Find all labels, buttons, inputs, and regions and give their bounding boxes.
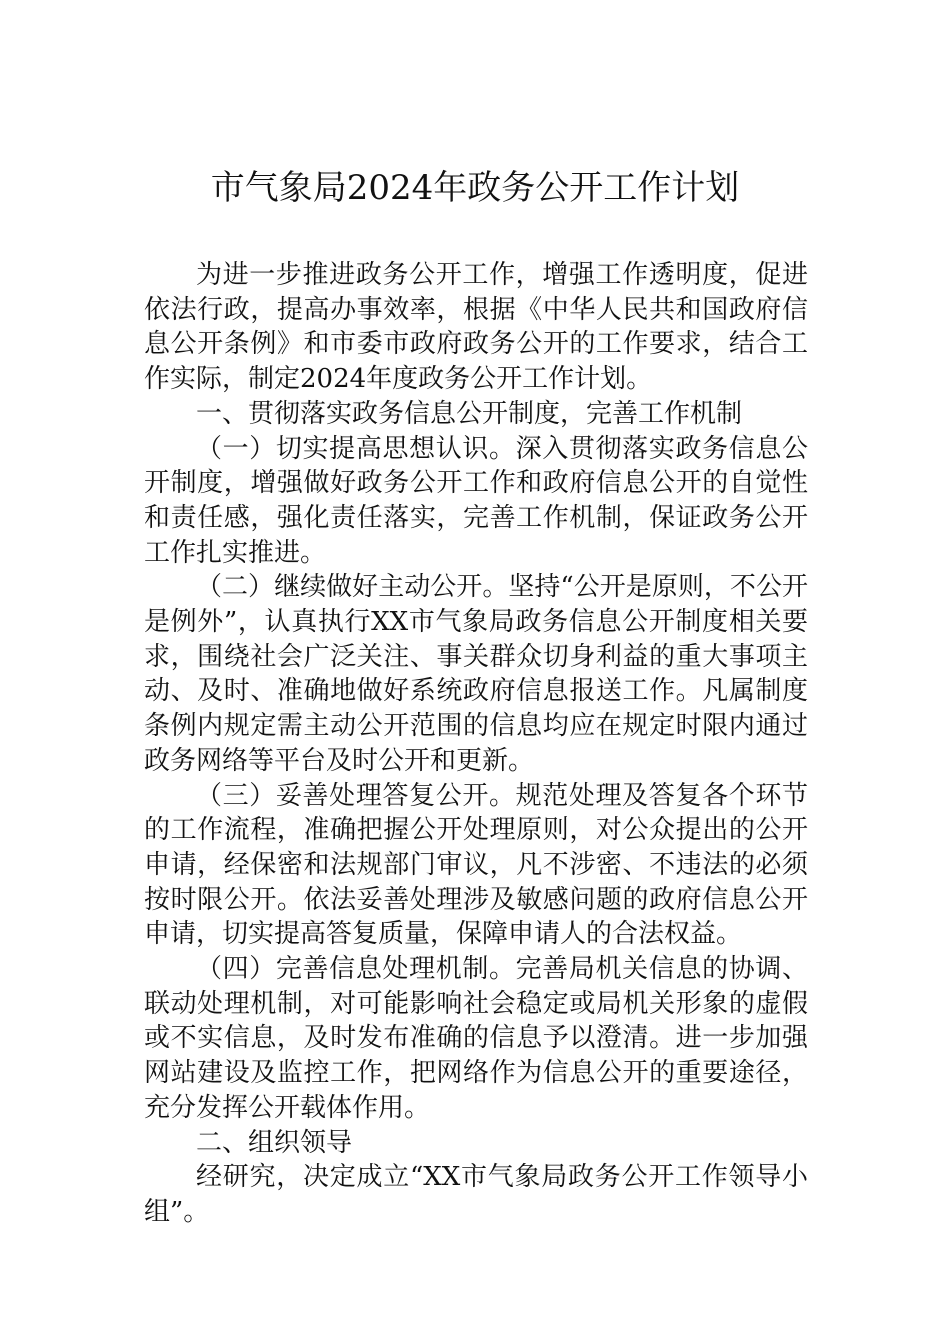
document-body bbox=[144, 258, 808, 1230]
item-2-paragraph: （二）继续做好主动公开。坚持“公开是原则，不公开是例外”，认真执行XX市气象局政务信息公开制度相关要求，围绕社会广泛关注、事关群众切身利益的重大事项主动、及时、准确地做好系统政府信息报送工作。凡属制度条例内规定需主动公开范围的信息均应在规定时限内通过政务网络等平台及时公开和更新。 bbox=[144, 572, 808, 776]
item-4-paragraph: （四）完善信息处理机制。完善局机关信息的协调、联动处理机制，对可能影响社会稳定或局机关形象的虚假或不实信息，及时发布准确的信息予以澄清。进一步加强网站建设及监控工作，把网络作为信息公开的重要途径，充分发挥公开载体作用。 bbox=[144, 954, 808, 1123]
section-2-paragraph: 经研究，决定成立“XX市气象局政务公开工作领导小组”。 bbox=[144, 1162, 808, 1227]
item-3-paragraph: （三）妥善处理答复公开。规范处理及答复各个环节的工作流程，准确把握公开处理原则，对公众提出的公开申请，经保密和法规部门审议，凡不涉密、不违法的必须按时限公开。依法妥善处理涉及敏感问题的政府信息公开申请，切实提高答复质量，保障申请人的合法权益。 bbox=[144, 780, 808, 950]
section-1-heading: 一、贯彻落实政务信息公开制度，完善工作机制 bbox=[196, 398, 743, 429]
document-title: 市气象局2024年政务公开工作计划 bbox=[210, 168, 740, 208]
item-1-paragraph: （一）切实提高思想认识。深入贯彻落实政务信息公开制度，增强做好政务公开工作和政府信息公开的自觉性和责任感，强化责任落实，完善工作机制，保证政务公开工作扎实推进。 bbox=[144, 433, 808, 568]
section-2-heading: 二、组织领导 bbox=[196, 1127, 353, 1158]
intro-paragraph: 为进一步推进政务公开工作，增强工作透明度，促进依法行政，提高办事效率，根据《中华人民共和国政府信息公开条例》和市委市政府政务公开的工作要求，结合工作实际，制定2024年度政务公开工作计划。 bbox=[144, 260, 808, 395]
